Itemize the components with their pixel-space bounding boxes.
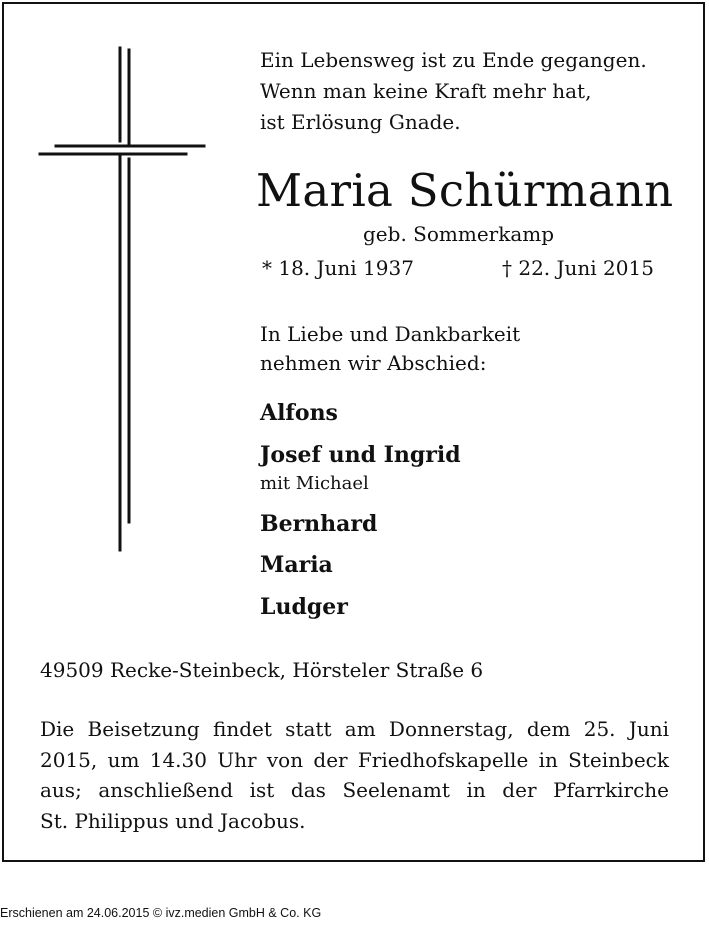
funeral-line: St. Philippus und Jacobus.	[40, 808, 306, 833]
deceased-name: Maria Schürmann	[256, 164, 674, 217]
funeral-line: Die Beisetzung findet statt am Donnerstag, dem 25. Juni	[40, 717, 669, 741]
quote-line: Ein Lebensweg ist zu Ende gegangen.	[260, 48, 647, 72]
funeral-details	[40, 714, 669, 836]
publication-footer: Erschienen am 24.06.2015 © ivz.medien GmbH & Co. KG	[0, 906, 322, 920]
funeral-line: 2015, um 14.30 Uhr von der Friedhofskapelle in Steinbeck	[40, 747, 669, 772]
quote-line: ist Erlösung Gnade.	[260, 110, 461, 134]
intro-line: nehmen wir Abschied:	[260, 351, 487, 375]
birth-name: geb. Sommerkamp	[363, 222, 555, 246]
quote-line: Wenn man keine Kraft mehr hat,	[260, 79, 592, 103]
farewell-intro	[260, 320, 520, 378]
cross-icon	[38, 46, 210, 552]
mourner-alfons: Alfons	[260, 400, 338, 426]
family-address: 49509 Recke-Steinbeck, Hörsteler Straße 6	[40, 658, 484, 682]
mourner-maria: Maria	[260, 552, 333, 578]
quote-block	[260, 45, 647, 138]
mourner-bernhard: Bernhard	[260, 511, 378, 537]
birth-date: * 18. Juni 1937	[262, 256, 414, 280]
mourner-michael: mit Michael	[260, 473, 369, 494]
death-date: † 22. Juni 2015	[502, 256, 654, 280]
mourner-josef-ingrid: Josef und Ingrid	[260, 442, 461, 468]
mourner-ludger: Ludger	[260, 594, 348, 620]
funeral-line: aus; anschließend ist das Seelenamt in der Pfarrkirche	[40, 778, 669, 802]
intro-line: In Liebe und Dankbarkeit	[260, 322, 521, 346]
